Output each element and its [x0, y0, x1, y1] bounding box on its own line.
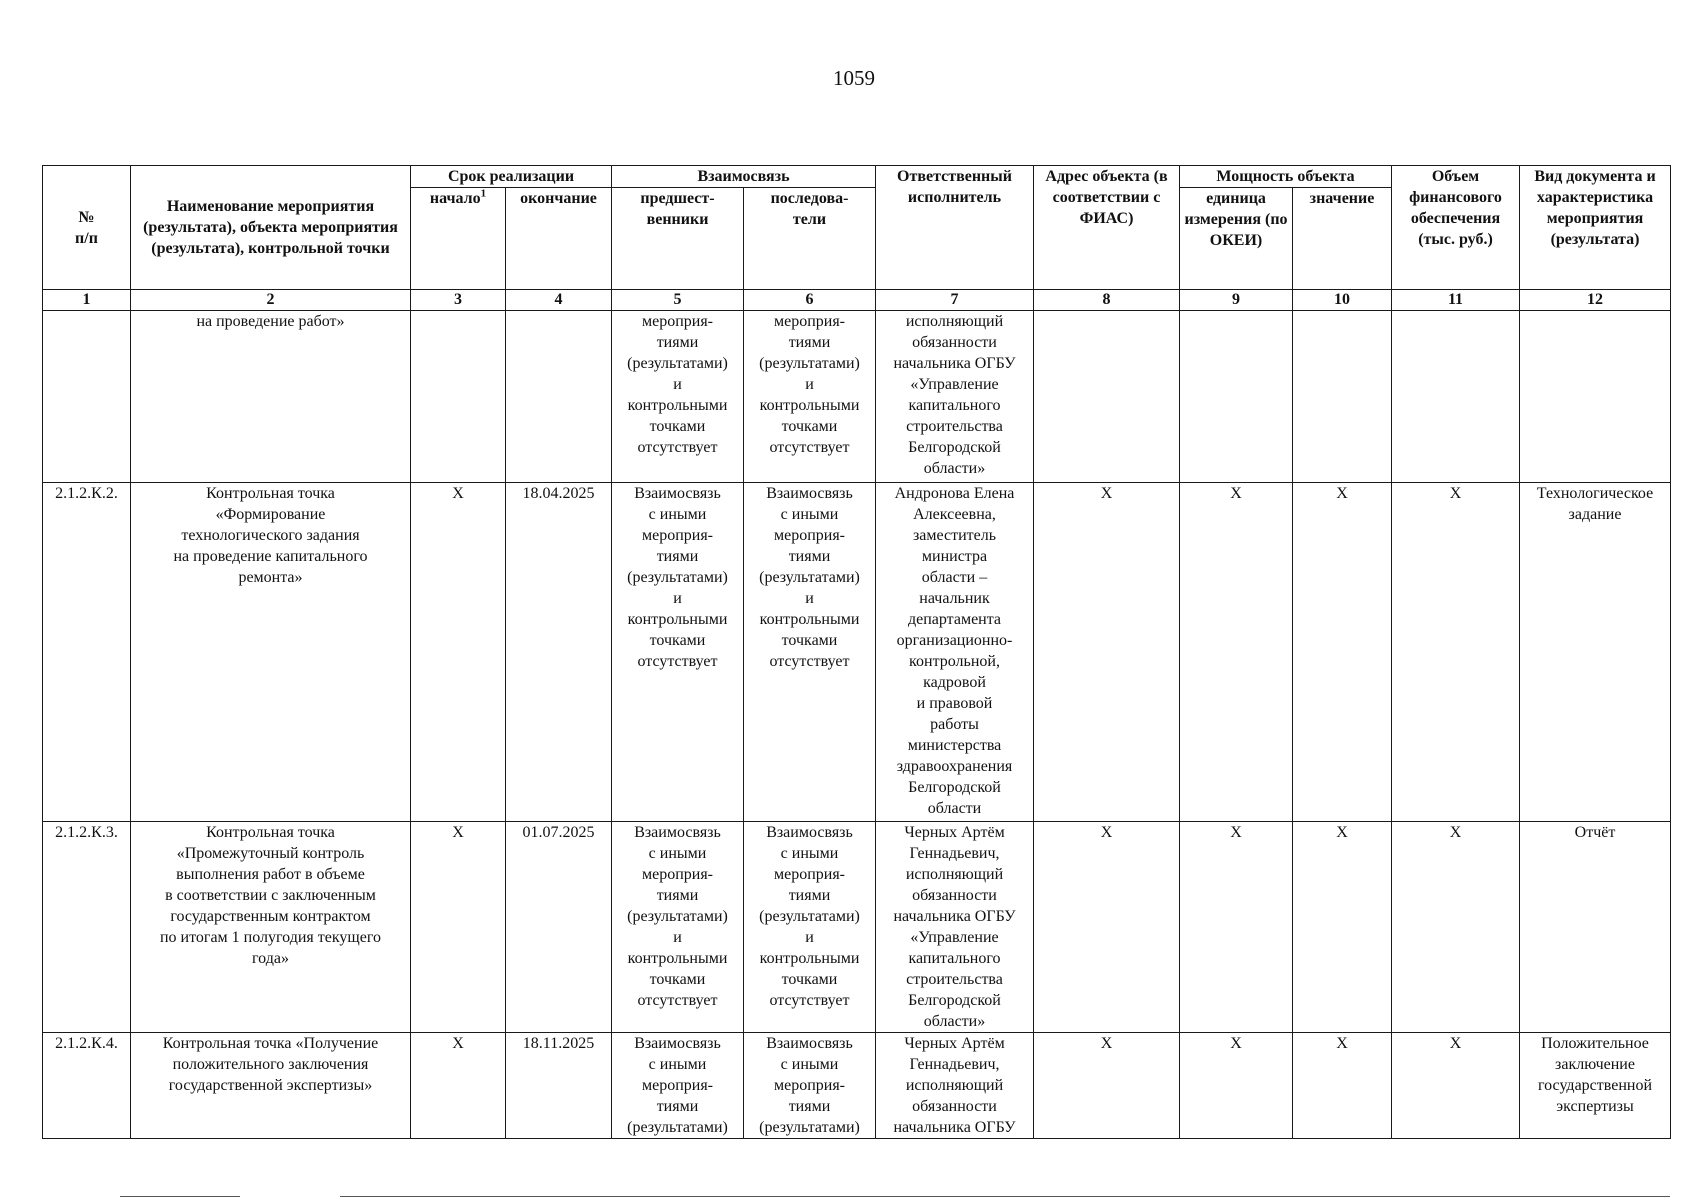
header-address: Адрес объекта (в соответствии с ФИАС) — [1034, 166, 1180, 290]
row-id: 2.1.2.К.4. — [43, 1033, 131, 1139]
row-value — [1293, 311, 1392, 483]
row-start — [411, 311, 506, 483]
row-id: 2.1.2.К.3. — [43, 822, 131, 1033]
row-finance: X — [1392, 483, 1520, 822]
row-value: X — [1293, 822, 1392, 1033]
row-name: Контрольная точка «Формирование технологического задания на проведение капитального ремонта» — [131, 483, 411, 822]
row-value: X — [1293, 483, 1392, 822]
page-number: 1059 — [833, 66, 875, 90]
header-successors: последова- тели — [744, 188, 876, 290]
header-capacity-group: Мощность объекта — [1180, 166, 1392, 188]
row-unit: X — [1180, 822, 1293, 1033]
row-start: X — [411, 822, 506, 1033]
row-end — [506, 311, 612, 483]
header-start — [411, 188, 506, 290]
row-address: X — [1034, 822, 1180, 1033]
header-link-group: Взаимосвязь — [612, 166, 876, 188]
column-number: 1 — [43, 290, 131, 311]
header-responsible: Ответственный исполнитель — [876, 166, 1034, 290]
row-unit — [1180, 311, 1293, 483]
row-doc: Отчёт — [1520, 822, 1671, 1033]
column-number: 12 — [1520, 290, 1671, 311]
row-unit: X — [1180, 483, 1293, 822]
column-number: 2 — [131, 290, 411, 311]
column-number: 11 — [1392, 290, 1520, 311]
footer-rule — [340, 1196, 1670, 1197]
column-number: 10 — [1293, 290, 1392, 311]
row-responsible: Черных Артём Геннадьевич, исполняющий обязанности начальника ОГБУ — [876, 1033, 1034, 1139]
row-responsible: Черных Артём Геннадьевич, исполняющий обязанности начальника ОГБУ «Управление капитального строительства Белгородской области» — [876, 822, 1034, 1033]
column-number: 5 — [612, 290, 744, 311]
row-doc: Положительное заключение государственной экспертизы — [1520, 1033, 1671, 1139]
row-value: X — [1293, 1033, 1392, 1139]
row-finance: X — [1392, 1033, 1520, 1139]
table-row — [43, 1033, 1671, 1139]
column-number: 6 — [744, 290, 876, 311]
column-number: 8 — [1034, 290, 1180, 311]
row-start: X — [411, 1033, 506, 1139]
row-successors: Взаимосвязь с иными мероприя- тиями (результатами) и контрольными точками отсутствует — [744, 822, 876, 1033]
row-end: 18.04.2025 — [506, 483, 612, 822]
header-start-label: начало — [429, 190, 481, 207]
events-table — [42, 165, 1671, 1139]
row-end: 01.07.2025 — [506, 822, 612, 1033]
row-address: X — [1034, 483, 1180, 822]
column-number: 7 — [876, 290, 1034, 311]
header-doc-type: Вид документа и характеристика мероприятия (результата) — [1520, 166, 1671, 290]
header-num: № п/п — [43, 166, 131, 290]
row-finance — [1392, 311, 1520, 483]
header-name: Наименование мероприятия (результата), объекта мероприятия (результата), контрольной точки — [131, 166, 411, 290]
row-name: Контрольная точка «Промежуточный контроль выполнения работ в объеме в соответствии с заключенным государственным контрактом по итогам 1 полугодия текущего года» — [131, 822, 411, 1033]
table-row — [43, 311, 1671, 483]
footnote-mark: 1 — [480, 187, 487, 200]
header-value: значение — [1293, 188, 1392, 290]
row-id — [43, 311, 131, 483]
row-successors: Взаимосвязь с иными мероприя- тиями (результатами) — [744, 1033, 876, 1139]
row-name: Контрольная точка «Получение положительного заключения государственной экспертизы» — [131, 1033, 411, 1139]
header-unit: единица измерения (по ОКЕИ) — [1180, 188, 1293, 290]
row-predecessors: Взаимосвязь с иными мероприя- тиями (результатами) и контрольными точками отсутствует — [612, 483, 744, 822]
row-predecessors: Взаимосвязь с иными мероприя- тиями (результатами) и контрольными точками отсутствует — [612, 822, 744, 1033]
row-doc — [1520, 311, 1671, 483]
row-unit: X — [1180, 1033, 1293, 1139]
row-responsible: исполняющий обязанности начальника ОГБУ «Управление капитального строительства Белгородской области» — [876, 311, 1034, 483]
header-term-group: Срок реализации — [411, 166, 612, 188]
header-predecessors: предшест- венники — [612, 188, 744, 290]
row-address — [1034, 311, 1180, 483]
row-start: X — [411, 483, 506, 822]
row-responsible: Андронова Елена Алексеевна, заместитель министра области – начальник департамента организационно- контрольной, кадровой и правовой работы министерства здравоохранения Белгородской области — [876, 483, 1034, 822]
row-end: 18.11.2025 — [506, 1033, 612, 1139]
header-finance: Объем финансового обеспечения (тыс. руб.) — [1392, 166, 1520, 290]
row-id: 2.1.2.К.2. — [43, 483, 131, 822]
row-finance: X — [1392, 822, 1520, 1033]
footer-rule — [120, 1196, 240, 1197]
row-predecessors: Взаимосвязь с иными мероприя- тиями (результатами) — [612, 1033, 744, 1139]
row-doc: Технологическое задание — [1520, 483, 1671, 822]
column-number: 9 — [1180, 290, 1293, 311]
table-row — [43, 483, 1671, 822]
row-address: X — [1034, 1033, 1180, 1139]
row-name: на проведение работ» — [131, 311, 411, 483]
table-row — [43, 822, 1671, 1033]
row-successors: мероприя- тиями (результатами) и контрольными точками отсутствует — [744, 311, 876, 483]
column-number: 4 — [506, 290, 612, 311]
row-successors: Взаимосвязь с иными мероприя- тиями (результатами) и контрольными точками отсутствует — [744, 483, 876, 822]
column-number: 3 — [411, 290, 506, 311]
header-end: окончание — [506, 188, 612, 290]
row-predecessors: мероприя- тиями (результатами) и контрольными точками отсутствует — [612, 311, 744, 483]
